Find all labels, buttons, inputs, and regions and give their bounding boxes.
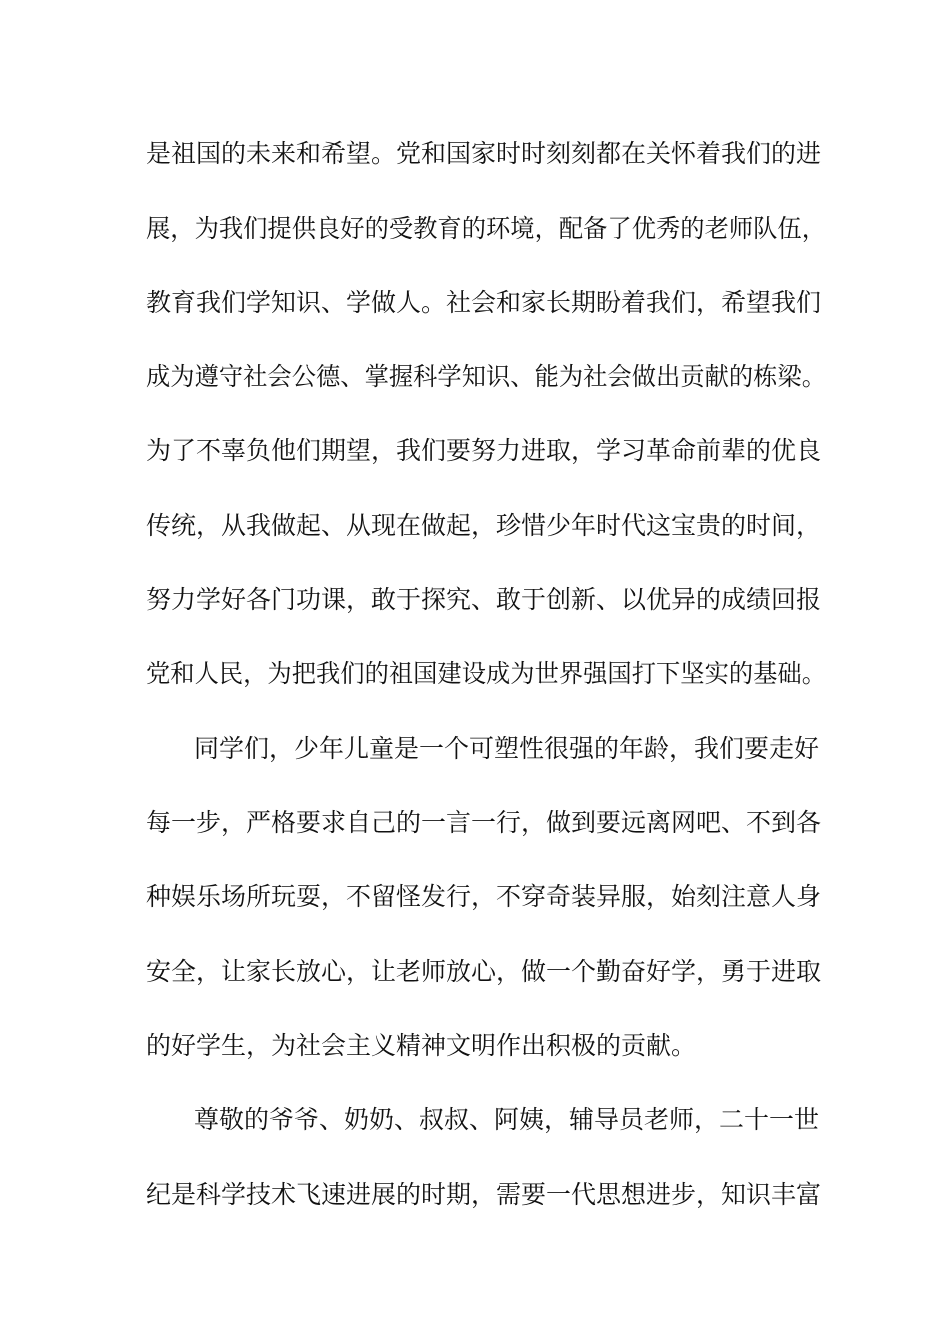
text-line: 传统，从我做起、从现在做起，珍惜少年时代这宝贵的时间， [146,511,822,540]
text-line: 是祖国的未来和希望。党和国家时时刻刻都在关怀着我们的进 [146,139,822,168]
text-line: 党和人民，为把我们的祖国建设成为世界强国打下坚实的基础。 [146,659,827,688]
paragraph-first-line: 同学们，少年儿童是一个可塑性很强的年龄，我们要走好 [194,734,820,763]
text-line: 的好学生，为社会主义精神文明作出积极的贡献。 [146,1031,697,1060]
text-line: 种娱乐场所玩耍，不留怪发行，不穿奇装异服，始刻注意人身 [146,882,822,911]
text-line: 成为遵守社会公德、掌握科学知识、能为社会做出贡献的栋梁。 [146,362,827,391]
text-line: 教育我们学知识、学做人。社会和家长期盼着我们，希望我们 [146,288,822,317]
text-line: 安全，让家长放心，让老师放心，做一个勤奋好学，勇于进取 [146,957,822,986]
text-line: 为了不辜负他们期望，我们要努力进取，学习革命前辈的优良 [146,436,822,465]
text-line: 纪是科学技术飞速进展的时期，需要一代思想进步，知识丰富 [146,1180,822,1209]
text-line: 展，为我们提供良好的受教育的环境，配备了优秀的老师队伍， [146,214,827,243]
text-line: 每一步，严格要求自己的一言一行，做到要远离网吧、不到各 [146,808,822,837]
text-line: 努力学好各门功课，敢于探究、敢于创新、以优异的成绩回报 [146,585,822,614]
paragraph-first-line: 尊敬的爷爷、奶奶、叔叔、阿姨，辅导员老师，二十一世 [194,1105,820,1134]
